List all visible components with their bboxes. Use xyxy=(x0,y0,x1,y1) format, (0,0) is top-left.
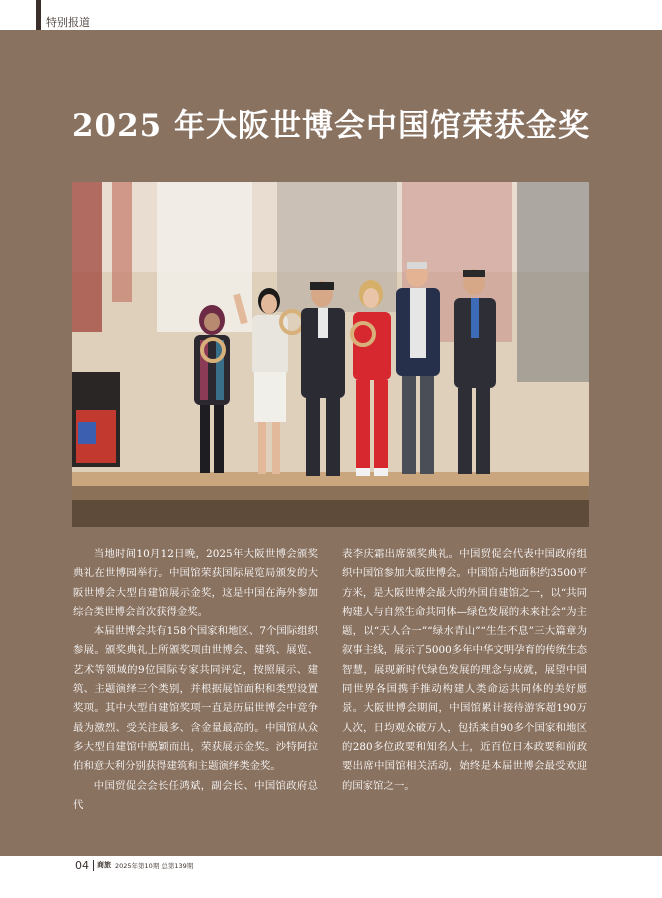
article-column-left xyxy=(73,545,318,815)
award-photo xyxy=(72,182,589,527)
article-title: 2025 年大阪世博会中国馆荣获金奖 xyxy=(71,108,591,144)
paragraph-3-continued: 表李庆霜出席颁奖典礼。中国贸促会代表中国政府组织中国馆参加大阪世博会。中国馆占地面积约3500平方米，是大阪世博会最大的外国自建馆之一，以“共同构建人与自然生命共同体—绿色发展的未来社会”为主题，以“天人合一”“绿水青山”“生生不息”三大篇章为叙事主线，展示了5000多年中华文明孕育的传统生态智慧，展现新时代绿色发展的理念与成就，展望中国同世界各国携手推动构建人类命运共同体的美好愿景。大阪世博会期间，中国馆累计接待游客超190万人次，日均观众破万人，包括来自90多个国家和地区的280多位政要和知名人士，近百位日本政要和前政要出席中国馆相关活动，始终是本届世博会最受欢迎的国家馆之一。 xyxy=(342,548,587,792)
page-footer xyxy=(75,859,193,871)
paragraph-1: 当地时间10月12日晚，2025年大阪世博会颁奖典礼在世博园举行。中国馆荣获国际展览局颁发的大阪世博会大型自建馆展示金奖，这是中国在海外参加综合类世博会首次获得金奖。 xyxy=(73,548,318,618)
page-header xyxy=(0,0,662,30)
paragraph-3: 中国贸促会会长任鸿斌，副会长、中国馆政府总代 xyxy=(73,779,318,811)
article-column-right xyxy=(342,545,587,796)
header-accent-bar xyxy=(36,0,41,30)
page-number: 04 xyxy=(75,858,89,872)
magazine-name: 商旅 xyxy=(97,861,111,869)
paragraph-2: 本届世博会共有158个国家和地区、7个国际组织参展。颁奖典礼上所颁奖项由世博会、建筑、展览、艺术等领域的9位国际专家共同评定，按照展示、建筑、主题演绎三个类别，并根据展馆面积和类型设置奖项。其中大型自建馆奖项一直是历届世博会中竞争最为激烈、受关注最多、含金量最高的。中国馆从众多大型自建馆中脱颖而出，荣获展示金奖。沙特阿拉伯和意大利分别获得建筑和主题演绎类金奖。 xyxy=(73,625,318,773)
award-ceremony-illustration xyxy=(72,182,589,527)
issue-info: 2025年第10期 总第139期 xyxy=(115,861,194,870)
section-label: 特别报道 xyxy=(46,16,90,29)
footer-divider xyxy=(93,860,94,871)
